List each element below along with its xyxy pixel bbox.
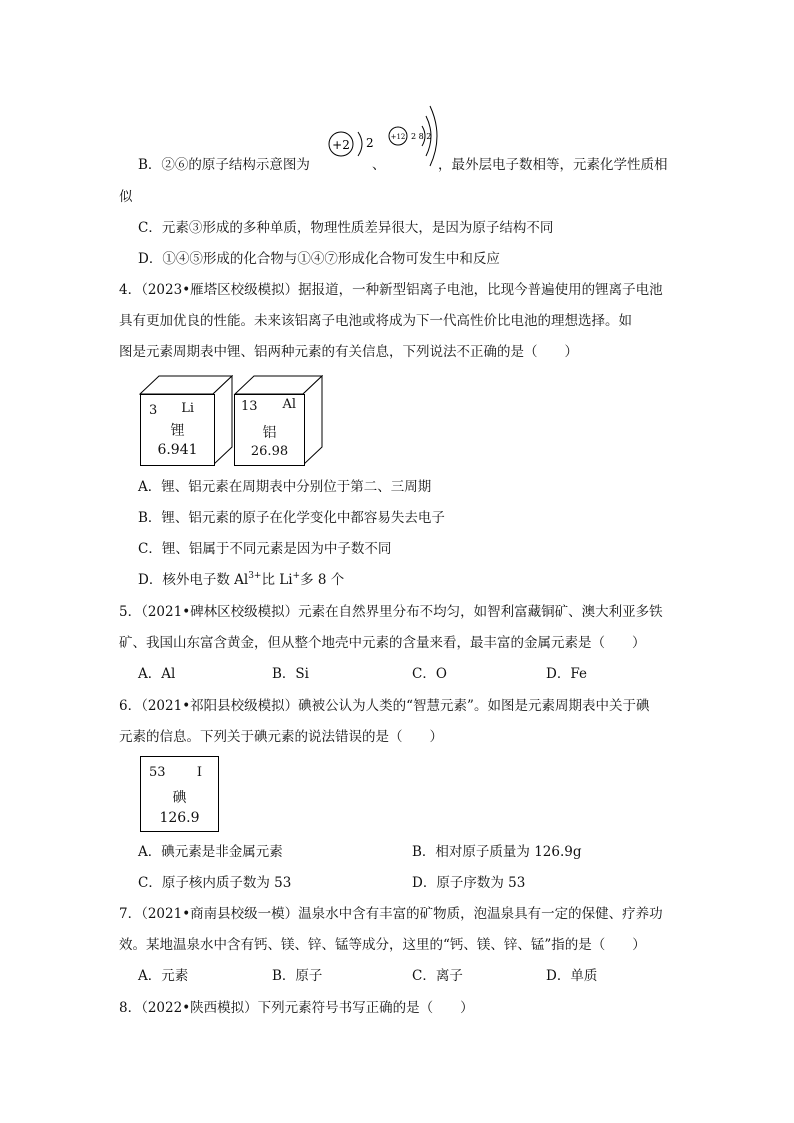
aluminum-atomic-mass: 26.98 <box>250 444 289 459</box>
q6-stem-line1: 6．（2021•祁阳县校级模拟）碘被公认为人类的“智慧元素”。如图是元素周期表中关于碘 <box>119 698 650 714</box>
q5-option-b: B．Si <box>272 666 309 682</box>
iodine-name: 碘 <box>172 790 187 806</box>
iodine-atomic-number: 53 <box>149 765 166 780</box>
q5-option-c: C．O <box>412 666 447 682</box>
q6-option-b: B．相对原子质量为 126.9g <box>412 844 582 860</box>
q5-option-a: A．Al <box>138 666 176 682</box>
q3-option-b-text: B．②⑥的原子结构示意图为 <box>138 157 310 173</box>
q7-option-d: D．单质 <box>546 968 598 984</box>
q4-option-a: A．锂、铝元素在周期表中分别位于第二、三周期 <box>138 479 432 495</box>
lithium-atomic-number: 3 <box>149 403 158 418</box>
q3-option-b-text-suffix: ，最外层电子数相等，元素化学性质相 <box>438 157 668 173</box>
q3-option-d: D．①④⑤形成的化合物与①④⑦形成化合物可发生中和反应 <box>138 251 500 267</box>
lithium-symbol: Li <box>181 401 194 416</box>
iodine-symbol: I <box>196 765 202 780</box>
q3-option-b-text-line2: 似 <box>119 189 133 205</box>
q7-stem-line2: 效。某地温泉水中含有钙、镁、锌、锰等成分，这里的“钙、镁、锌、锰”指的是（ ） <box>119 937 646 953</box>
q6-option-c: C．原子核内质子数为 53 <box>138 875 292 891</box>
al-ion-charge: 3+ <box>248 571 262 581</box>
q4-option-b: B．锂、铝元素的原子在化学变化中都容易失去电子 <box>138 510 445 526</box>
q7-option-b: B．原子 <box>272 968 323 984</box>
q5-stem-line2: 矿、我国山东富含黄金，但从整个地壳中元素的含量来看，最丰富的金属元素是（ ） <box>119 635 646 651</box>
aluminum-element-card <box>234 394 305 466</box>
q7-option-c: C．离子 <box>412 968 463 984</box>
q6-option-d: D．原子序数为 53 <box>412 875 526 891</box>
atom2-nucleus: +12 <box>390 133 406 141</box>
q4-stem-line3: 图是元素周期表中锂、铝两种元素的有关信息，下列说法不正确的是（ ） <box>119 344 578 360</box>
q6-stem-line2: 元素的信息。下列关于碘元素的说法错误的是（ ） <box>119 729 443 745</box>
atom2-shells: 2 8 2 <box>411 132 432 141</box>
q7-stem-line1: 7．（2021•商南县校级一模）温泉水中含有丰富的矿物质，泡温泉具有一定的保健、疗养功 <box>119 906 663 922</box>
lithium-element-card <box>140 394 215 466</box>
q8-stem-line1: 8．（2022•陕西模拟）下列元素符号书写正确的是（ ） <box>119 1000 474 1016</box>
atom1-shell: 2 <box>366 136 374 150</box>
q4-option-c: C．锂、铝属于不同元素是因为中子数不同 <box>138 541 392 557</box>
lithium-atomic-mass: 6.941 <box>157 442 198 458</box>
q4-option-d: D．核外电子数 $Al^{3+}$比 Li+多 8 个 <box>138 571 345 588</box>
q4-stem-line2: 具有更加优良的性能。未来该铝离子电池或将成为下一代高性价比电池的理想选择。如 <box>119 313 632 329</box>
iodine-atomic-mass: 126.9 <box>159 810 200 826</box>
li-ion-charge: + <box>292 571 301 581</box>
lithium-name: 锂 <box>170 423 185 439</box>
atom1-nucleus: +2 <box>332 138 350 152</box>
q4-stem-line1: 4．（2023•雁塔区校级模拟）据报道，一种新型铝离子电池，比现今普遍使用的锂离子电池 <box>119 282 663 298</box>
q3-option-b-separator: 、 <box>372 157 386 173</box>
aluminum-symbol: Al <box>282 397 296 412</box>
q5-option-d: D．Fe <box>546 666 587 682</box>
q6-option-a: A．碘元素是非金属元素 <box>138 844 283 860</box>
atom-structure-diagram-1 <box>326 128 376 172</box>
q7-option-a: A．元素 <box>138 968 189 984</box>
aluminum-atomic-number: 13 <box>241 399 258 414</box>
iodine-element-card <box>140 756 219 832</box>
q5-stem-line1: 5．（2021•碑林区校级模拟）元素在自然界里分布不均匀，如智利富藏铜矿、澳大利亚多铁 <box>119 604 663 620</box>
aluminum-name: 铝 <box>262 425 277 441</box>
q3-option-c: C．元素③形成的多种单质，物理性质差异很大，是因为原子结构不同 <box>138 220 554 236</box>
